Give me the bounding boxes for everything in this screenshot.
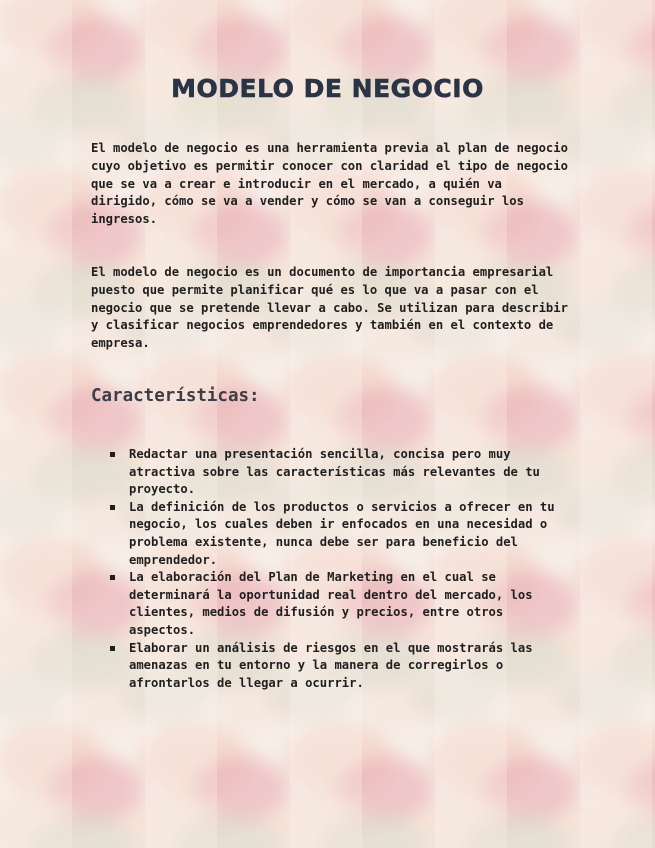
characteristics-list [108, 446, 568, 692]
second-paragraph: El modelo de negocio es un documento de importancia empresarial puesto que permite planificar qué es lo que va a pasar con el negocio que se pretende llevar a cabo. Se utilizan para describir y clasificar negocios emprendedores y también en el contexto de empresa. [91, 265, 568, 351]
list-item [108, 446, 568, 499]
section-heading: Características: [91, 386, 260, 406]
intro-paragraph: El modelo de negocio es una herramienta previa al plan de negocio cuyo objetivo es permitir conocer con claridad el tipo de negocio que se va a crear e introducir en el mercado, a quién va dirigido, cómo se va a vender y cómo se van a conseguir los ingresos. [91, 141, 568, 227]
page-title: MODELO DE NEGOCIO [171, 74, 484, 103]
list-item [108, 569, 568, 639]
square-bullet-icon [110, 575, 115, 580]
square-bullet-icon [110, 646, 115, 651]
list-item-text: Redactar una presentación sencilla, concisa pero muy atractiva sobre las características más relevantes de tu proyecto. [129, 447, 540, 497]
list-item [108, 499, 568, 569]
list-item-text: La definición de los productos o servicios a ofrecer en tu negocio, los cuales deben ir enfocados en una necesidad o problema existente, nunca debe ser para beneficio del emprendedor. [129, 499, 555, 567]
list-item-text: Elaborar un análisis de riesgos en el que mostrarás las amenazas en tu entorno y la manera de corregirlos o afrontarlos de llegar a ocurrir. [129, 640, 533, 690]
square-bullet-icon [110, 452, 115, 457]
list-item [108, 640, 568, 693]
square-bullet-icon [110, 505, 115, 510]
list-item-text: La elaboración del Plan de Marketing en el cual se determinará la oportunidad real dentro del mercado, los clientes, medios de difusión y precios, entre otros aspectos. [129, 570, 533, 637]
